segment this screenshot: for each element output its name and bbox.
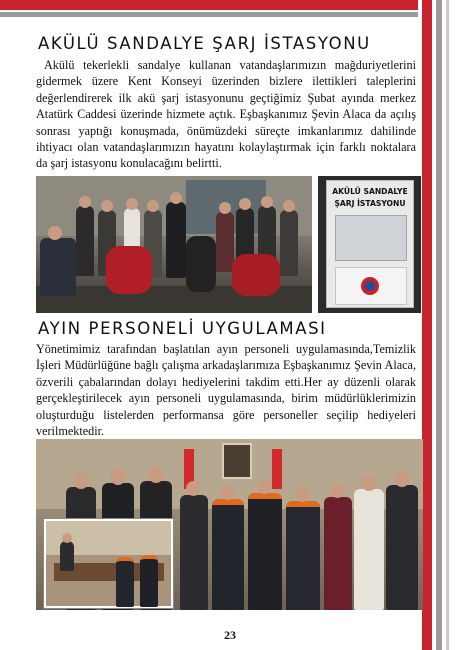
- flag-right-icon: [272, 449, 282, 489]
- section1-heading: AKÜLÜ SANDALYE ŞARJ İSTASYONU: [38, 34, 371, 53]
- inset-photo: [44, 519, 173, 608]
- sign-line1: AKÜLÜ SANDALYE: [332, 187, 408, 196]
- section2-heading: AYIN PERSONELİ UYGULAMASI: [38, 319, 327, 338]
- municipality-logo-inner-icon: [365, 281, 375, 291]
- top-red-stripe: [0, 0, 418, 10]
- charging-station-sign-photo: [318, 176, 421, 313]
- section2-paragraph: Yönetimimiz tarafından başlatılan ayın personeli uygulamasında,Temizlik İşleri Müdürlüğüne bağlı çalışma arkadaşlarımıza Eşbaşkanımız Şevin Alaca, özverili çabalarından dolayı hediyelerini takdim etti.Her ay düzenli olarak gerçekleştirilecek ayın personeli uygulamasında, birim müdürlüklerimizin oluşturduğu listelerden performansa göre personeller seçilip hediyeleri verilmektedir.: [36, 342, 416, 439]
- page-number: 23: [224, 628, 236, 642]
- right-grey-stripe: [436, 0, 442, 650]
- right-red-stripe: [422, 0, 432, 650]
- top-grey-stripe: [0, 12, 418, 17]
- section1-paragraph: Akülü tekerlekli sandalye kullanan vatandaşlarımızın mağduriyetlerini gidermek üzere Kent Konseyi üzerinden bizlere ilettikleri taleplerini değerlendirerek ilk akü şarj istasyonunu geçtiğimiz Şubat ayında merkez Atatürk Caddesi üzerinde hizmete açtık. Eşbaşkanımız Şevin Alaca da açılış sonrası yaptığı konuşmada, önümüzdeki süreçte imkanlarımız dahilinde ihtiyacı olan vatandaşlarımızın hayatını kolaylaştırmak için farklı noktalara da şarj istasyonu konulacağını belirtti.: [36, 58, 416, 171]
- sign-line2: ŞARJ İSTASYONU: [334, 199, 406, 208]
- right-light-stripe: [446, 0, 449, 650]
- charging-station-sign: [326, 180, 414, 308]
- employee-of-the-month-photo: [36, 439, 423, 610]
- charging-station-opening-photo: [36, 176, 312, 313]
- sign-panel: [335, 215, 407, 261]
